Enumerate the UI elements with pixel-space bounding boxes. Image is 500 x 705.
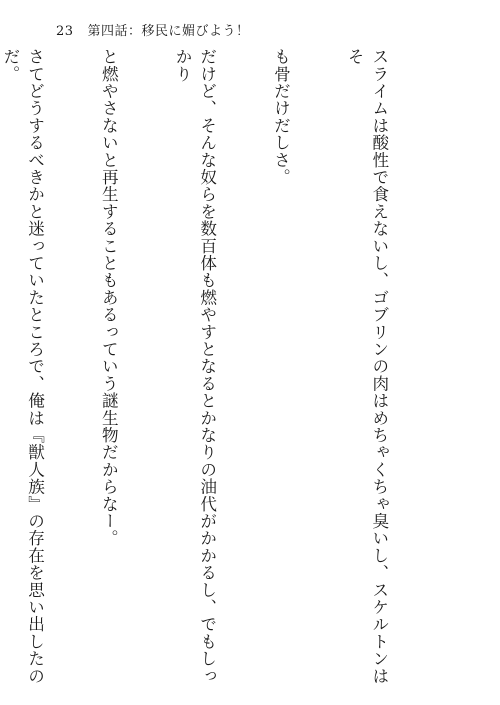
text-line: と燃やさないと再生することもあるっていう謎生物だからなー。 — [99, 48, 119, 547]
text-line: だけど、そんな奴らを数百体も燃やすとなるとかなりの油代がかかるし、でもしっかり — [173, 48, 217, 685]
text-line: さてどうするべきかと迷っていたところで、俺は『獣人族』の存在を思い出したのだ。 — [0, 48, 45, 685]
text-line: スライムは酸性で食えないし、ゴブリンの肉はめちゃくちゃ臭いし、スケルトンはそ — [345, 48, 389, 685]
page-number: 23 — [56, 24, 74, 39]
vertical-text-body — [0, 48, 440, 688]
chapter-title: 第四話：移民に媚びよう！ — [87, 24, 250, 39]
page-header — [56, 20, 250, 39]
text-line: も骨だけだしさ。 — [271, 48, 291, 186]
